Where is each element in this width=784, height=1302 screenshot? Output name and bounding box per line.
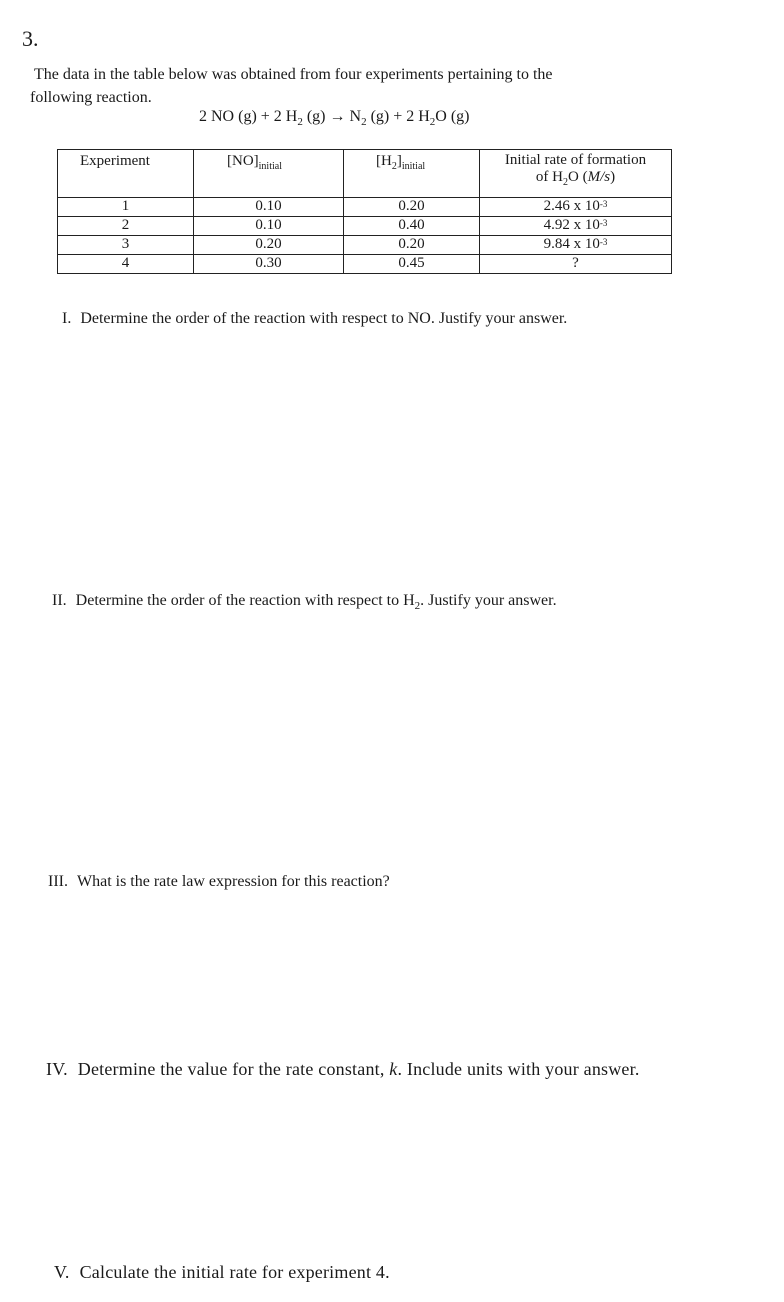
intro-line-1: The data in the table below was obtained from four experiments pertaining to the [34,66,553,83]
cell-h2: 0.20 [344,236,480,255]
question-text: . Justify your answer. [420,592,557,609]
table-row [58,217,672,236]
cell-rate [480,236,672,255]
question-text: Calculate the initial rate for experiment 4. [79,1262,390,1282]
header-h2 [344,150,480,198]
rate-line2-b: O ( [568,169,588,185]
rate-exp: -3 [599,218,608,228]
question-1 [62,310,567,328]
cell-no: 0.10 [194,217,344,236]
question-text: . Include units with your answer. [397,1059,640,1079]
header-rate-line2 [480,169,671,191]
question-numeral: II. [52,592,67,609]
table-header-row [58,150,672,198]
rate-line2-units: M/s [587,169,611,185]
rate-base: ? [572,255,579,271]
question-3 [48,873,390,891]
rate-base: 2.46 x 10 [543,198,600,214]
cell-experiment: 2 [58,217,194,236]
question-numeral: III. [48,873,68,890]
eq-part: (g) + 2 H [366,108,430,125]
data-table [57,149,672,274]
header-h2-close: ] [396,153,402,169]
cell-experiment: 1 [58,198,194,217]
eq-sub: 2 [361,116,367,129]
header-no-sub: initial [258,161,282,172]
question-4 [46,1059,640,1080]
question-2 [52,592,557,612]
question-5 [54,1262,390,1283]
cell-no: 0.20 [194,236,344,255]
eq-part: O (g) [435,108,470,125]
rate-base: 4.92 x 10 [543,217,600,233]
cell-rate [480,255,672,274]
header-rate [480,150,672,198]
cell-h2: 0.20 [344,198,480,217]
question-text: Determine the order of the reaction with respect to H [75,592,415,609]
header-h2-sub2: 2 [391,161,397,172]
table-row [58,236,672,255]
rate-line2-a: of H [535,169,563,185]
cell-rate [480,198,672,217]
table-row [58,198,672,217]
header-h2-sub: initial [401,161,426,172]
question-numeral: IV. [46,1059,68,1079]
reaction-equation [199,108,470,128]
table-row [58,255,672,274]
eq-part: 2 NO (g) + 2 H [199,108,298,125]
question-text: Determine the value for the rate constant, [77,1059,390,1079]
question-text: What is the rate law expression for this reaction? [76,873,390,890]
intro-line-2: following reaction. [30,89,152,106]
cell-no: 0.30 [194,255,344,274]
question-numeral: V. [54,1262,70,1282]
cell-experiment: 4 [58,255,194,274]
header-experiment: Experiment [58,150,194,198]
rate-line2-c: ) [610,169,616,185]
question-numeral: I. [62,310,72,327]
rate-exp: -3 [599,199,608,209]
header-no [194,150,344,198]
eq-sub: 2 [429,116,436,129]
rate-constant-symbol: k [389,1059,398,1079]
rate-line2-sub: 2 [563,177,568,188]
cell-no: 0.10 [194,198,344,217]
cell-h2: 0.40 [344,217,480,236]
question-number: 3. [22,26,39,51]
header-h2-main: [H [376,153,392,169]
cell-rate [480,217,672,236]
rate-exp: -3 [599,237,608,247]
question-sub: 2 [414,600,421,613]
cell-h2: 0.45 [344,255,480,274]
question-text: Determine the order of the reaction with respect to NO. Justify your answer. [80,310,568,327]
header-rate-line1: Initial rate of formation [504,152,647,168]
cell-experiment: 3 [58,236,194,255]
eq-sub: 2 [297,116,303,129]
eq-part: (g) → N [302,108,362,125]
rate-base: 9.84 x 10 [543,236,600,252]
header-no-main: [NO] [227,153,259,169]
